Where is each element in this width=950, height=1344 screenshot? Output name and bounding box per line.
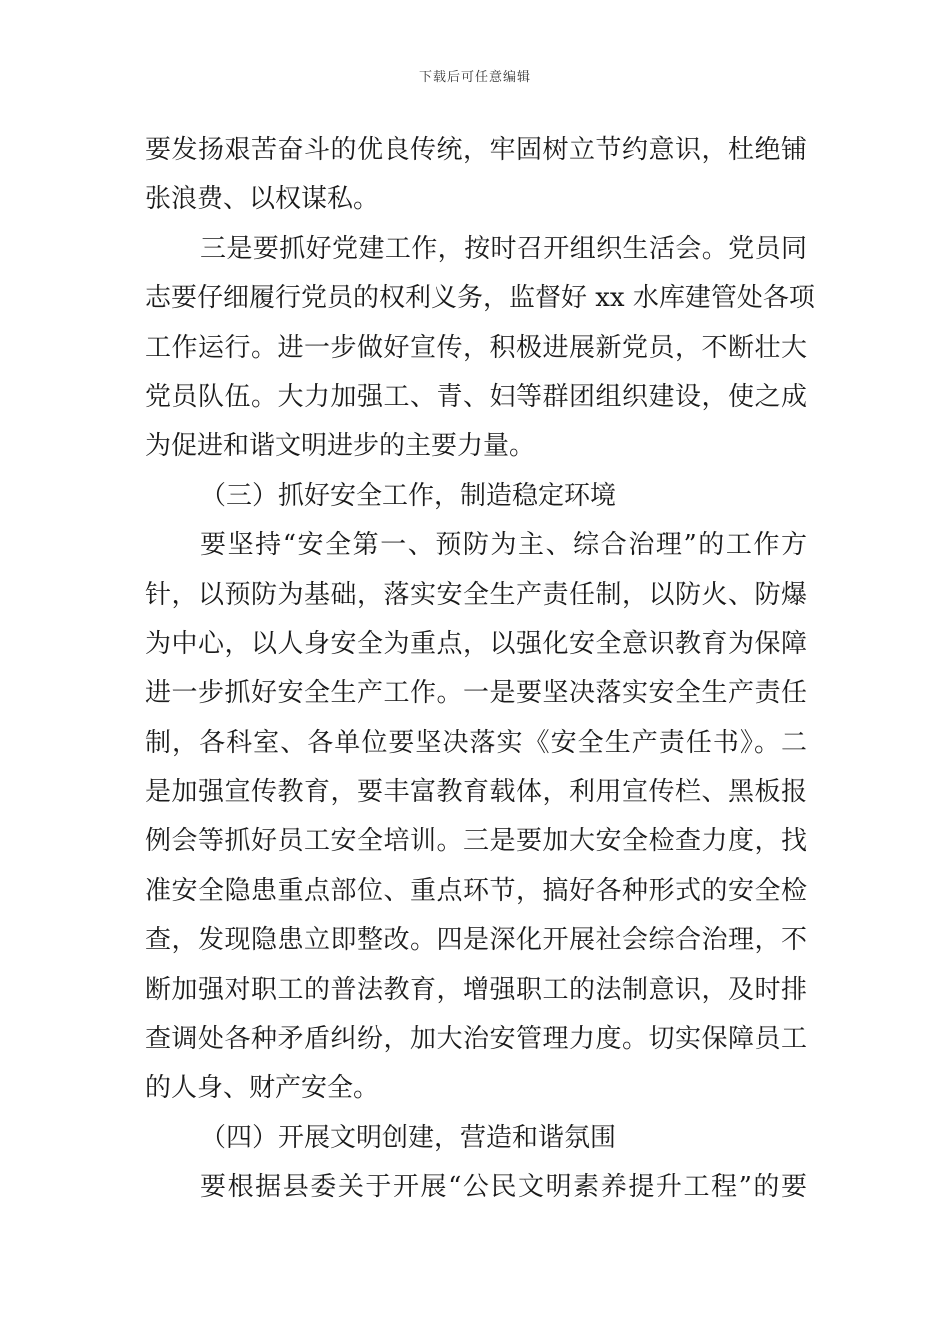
text-line: 工作运行。进一步做好宣传，积极进展新党员，不断壮大 <box>145 332 807 363</box>
text-line: 三是要抓好党建工作，按时召开组织生活会。党员同 <box>200 233 807 264</box>
text-line: 针，以预防为基础，落实安全生产责任制，以防火、防爆 <box>145 579 807 610</box>
text-line: 准安全隐患重点部位、重点环节，搞好各种形式的安全检 <box>145 875 807 906</box>
document-body <box>145 126 815 1213</box>
text-line: 例会等抓好员工安全培训。三是要加大安全检查力度，找 <box>145 826 807 857</box>
text-line: 是加强宣传教育，要丰富教育载体，利用宣传栏、黑板报 <box>145 777 807 808</box>
text-line: 查，发现隐患立即整改。四是深化开展社会综合治理，不 <box>145 925 807 956</box>
section-heading: （三）抓好安全工作，制造稳定环境 <box>200 480 617 511</box>
text-line: 要根据县委关于开展“公民文明素养提升工程”的要 <box>200 1172 807 1203</box>
text-line: 为促进和谐文明进步的主要力量。 <box>145 431 536 462</box>
text-line: 进一步抓好安全生产工作。一是要坚决落实安全生产责任 <box>145 678 807 709</box>
text-line: 为中心，以人身安全为重点，以强化安全意识教育为保障 <box>145 628 807 659</box>
text-line: 党员队伍。大力加强工、青、妇等群团组织建设，使之成 <box>145 381 807 412</box>
text-line: 要坚持“安全第一、预防为主、综合治理”的工作方 <box>200 530 807 561</box>
text-line: 志要仔细履行党员的权利义务，监督好 xx 水库建管处各项 <box>145 283 815 314</box>
text-line: 要发扬艰苦奋斗的优良传统，牢固树立节约意识，杜绝铺 <box>145 135 807 165</box>
header-note: 下载后可任意编辑 <box>418 70 531 85</box>
section-heading: （四）开展文明创建，营造和谐氛围 <box>200 1122 617 1153</box>
text-line: 制，各科室、各单位要坚决落实《安全生产责任书》。二 <box>145 727 807 758</box>
text-line: 查调处各种矛盾纠纷，加大治安管理力度。切实保障员工 <box>145 1024 807 1055</box>
text-line: 张浪费、以权谋私。 <box>145 184 380 215</box>
text-line: 断加强对职工的普法教育，增强职工的法制意识，及时排 <box>145 974 807 1005</box>
text-line: 的人身、财产安全。 <box>145 1073 380 1104</box>
